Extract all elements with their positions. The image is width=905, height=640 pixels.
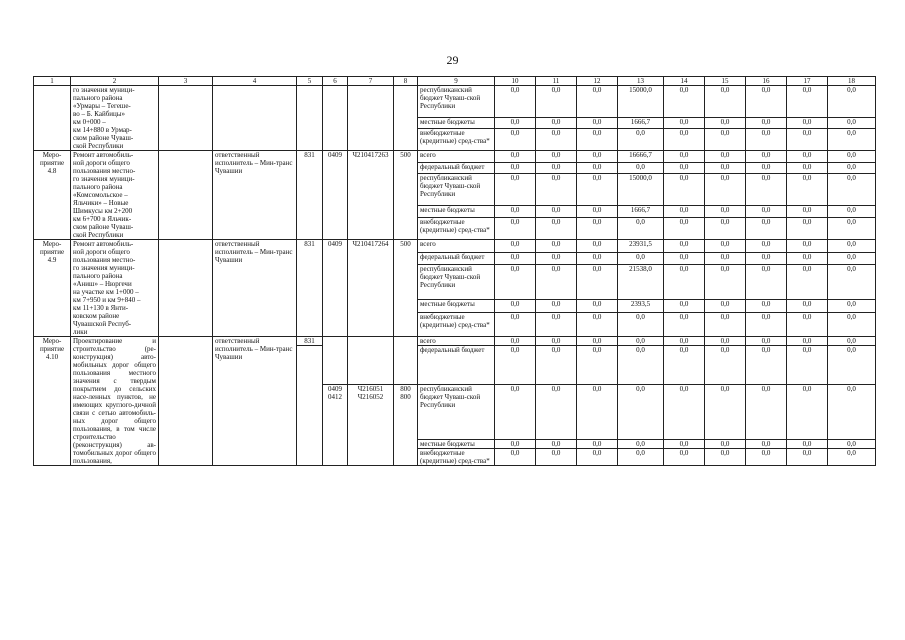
amount-cell: 0,0 — [746, 174, 787, 206]
amount-cell: 0,0 — [705, 440, 746, 449]
funding-source: местные бюджеты — [418, 300, 495, 313]
amount-cell: 0,0 — [495, 300, 536, 313]
amount-cell: 0,0 — [787, 337, 828, 346]
amount-cell: 0,0 — [495, 346, 536, 385]
funding-source: федеральный бюджет — [418, 162, 495, 174]
amount-cell: 0,0 — [787, 265, 828, 300]
amount-cell: 0,0 — [787, 117, 828, 128]
amount-cell: 0,0 — [787, 162, 828, 174]
rzpr-codes — [323, 385, 348, 466]
grbs-code — [297, 346, 323, 466]
amount-cell: 0,0 — [495, 86, 536, 118]
measure-cell: Меро- приятие 4.10 — [34, 337, 71, 466]
amount-cell: 0,0 — [787, 86, 828, 118]
amount-cell: 0,0 — [787, 449, 828, 466]
amount-cell: 0,0 — [787, 385, 828, 440]
amount-cell: 0,0 — [828, 265, 876, 300]
amount-cell: 0,0 — [536, 129, 577, 151]
amount-cell: 0,0 — [618, 129, 664, 151]
amount-cell: 0,0 — [577, 117, 618, 128]
table-row — [34, 151, 876, 163]
grbs-code: 831 — [297, 240, 323, 337]
amount-cell: 0,0 — [828, 252, 876, 265]
amount-cell: 0,0 — [536, 151, 577, 163]
amount-cell: 0,0 — [746, 449, 787, 466]
amount-cell: 0,0 — [828, 151, 876, 163]
amount-cell: 0,0 — [746, 218, 787, 240]
amount-cell: 0,0 — [577, 385, 618, 440]
col-number: 4 — [213, 77, 297, 86]
amount-cell: 0,0 — [577, 346, 618, 385]
amount-cell: 0,0 — [664, 218, 705, 240]
amount-cell: 0,0 — [705, 86, 746, 118]
csr-codes — [348, 385, 394, 466]
amount-cell: 0,0 — [577, 240, 618, 253]
amount-cell: 0,0 — [536, 252, 577, 265]
amount-cell: 0,0 — [618, 449, 664, 466]
amount-cell: 0,0 — [828, 117, 876, 128]
amount-cell: 0,0 — [495, 174, 536, 206]
funding-source: местные бюджеты — [418, 206, 495, 218]
funding-source: республиканский бюджет Чуваш-ской Республики — [418, 174, 495, 206]
csr-code-line: Ч216051 — [357, 385, 384, 393]
col-number: 12 — [577, 77, 618, 86]
amount-cell: 0,0 — [787, 174, 828, 206]
csr-code — [348, 86, 394, 151]
description-cell: Ремонт автомобиль- ной дороги общего пользования местно- го значения муници- пального района «Комсомольское – Яльчики» – Новые Шимкусы км 2+200 км 6+700 в Яльчик- ском районе Чуваш- ской Республики — [71, 151, 159, 240]
amount-cell: 0,0 — [787, 240, 828, 253]
col-number: 18 — [828, 77, 876, 86]
vr-code-line: 800 — [400, 393, 411, 401]
col-number: 11 — [536, 77, 577, 86]
rzpr-code — [323, 337, 348, 385]
amount-cell: 21538,0 — [618, 265, 664, 300]
amount-cell: 0,0 — [746, 385, 787, 440]
amount-cell: 0,0 — [536, 385, 577, 440]
amount-cell: 0,0 — [577, 162, 618, 174]
amount-cell: 0,0 — [495, 117, 536, 128]
amount-cell: 0,0 — [664, 300, 705, 313]
amount-cell: 0,0 — [577, 86, 618, 118]
vr-code — [394, 86, 418, 151]
col-number: 9 — [418, 77, 495, 86]
col-number: 2 — [71, 77, 159, 86]
amount-cell: 0,0 — [828, 86, 876, 118]
amount-cell: 0,0 — [536, 265, 577, 300]
funding-source: всего — [418, 151, 495, 163]
funding-source: местные бюджеты — [418, 440, 495, 449]
amount-cell: 0,0 — [705, 252, 746, 265]
amount-cell: 0,0 — [664, 86, 705, 118]
amount-cell: 0,0 — [705, 117, 746, 128]
amount-cell: 0,0 — [828, 449, 876, 466]
rzpr-code: 0409 — [323, 240, 348, 337]
amount-cell: 0,0 — [828, 440, 876, 449]
funding-source: внебюджетные (кредитные) сред-ства* — [418, 449, 495, 466]
amount-cell: 0,0 — [746, 240, 787, 253]
amount-cell: 0,0 — [577, 151, 618, 163]
amount-cell: 0,0 — [577, 300, 618, 313]
col-number: 1 — [34, 77, 71, 86]
col-number: 16 — [746, 77, 787, 86]
rzpr-code — [323, 86, 348, 151]
amount-cell: 0,0 — [664, 252, 705, 265]
amount-cell: 0,0 — [705, 385, 746, 440]
amount-cell: 15000,0 — [618, 174, 664, 206]
amount-cell: 0,0 — [828, 240, 876, 253]
amount-cell: 0,0 — [577, 449, 618, 466]
csr-code — [348, 337, 394, 385]
amount-cell: 0,0 — [618, 337, 664, 346]
amount-cell: 0,0 — [577, 252, 618, 265]
amount-cell: 0,0 — [495, 151, 536, 163]
amount-cell: 0,0 — [664, 129, 705, 151]
vr-code: 500 — [394, 240, 418, 337]
amount-cell: 0,0 — [536, 449, 577, 466]
amount-cell: 0,0 — [705, 300, 746, 313]
amount-cell: 0,0 — [577, 218, 618, 240]
measure-cell: Меро- приятие 4.9 — [34, 240, 71, 337]
amount-cell: 15000,0 — [618, 86, 664, 118]
funding-source: федеральный бюджет — [418, 346, 495, 385]
page-number: 29 — [446, 53, 459, 67]
funding-source: внебюджетные (кредитные) сред-ства* — [418, 129, 495, 151]
col-number: 17 — [787, 77, 828, 86]
vr-code — [394, 337, 418, 385]
amount-cell: 0,0 — [495, 129, 536, 151]
amount-cell: 0,0 — [495, 440, 536, 449]
col-number: 7 — [348, 77, 394, 86]
amount-cell: 0,0 — [536, 313, 577, 337]
executor-cell — [213, 86, 297, 151]
amount-cell: 0,0 — [536, 117, 577, 128]
amount-cell: 0,0 — [787, 346, 828, 385]
amount-cell: 0,0 — [828, 174, 876, 206]
amount-cell: 0,0 — [746, 346, 787, 385]
amount-cell: 0,0 — [664, 240, 705, 253]
amount-cell: 0,0 — [495, 265, 536, 300]
amount-cell: 0,0 — [618, 252, 664, 265]
amount-cell: 0,0 — [705, 240, 746, 253]
amount-cell: 0,0 — [787, 313, 828, 337]
executor-cell: ответственный исполнитель – Мин-транс Чувашии — [213, 240, 297, 337]
description-cell: го значения муници- пального района «Урмары – Тегеше- во – Б. Кайбицы» км 0+000 – км 14+880 в Урмар- ском районе Чуваш- ской Республики — [71, 86, 159, 151]
funding-source: местные бюджеты — [418, 117, 495, 128]
amount-cell: 0,0 — [705, 151, 746, 163]
grbs-code — [297, 86, 323, 151]
amount-cell: 0,0 — [495, 218, 536, 240]
amount-cell: 1666,7 — [618, 206, 664, 218]
amount-cell: 1666,7 — [618, 117, 664, 128]
grbs-code: 831 — [297, 151, 323, 240]
measure-cell — [34, 86, 71, 151]
amount-cell: 0,0 — [664, 346, 705, 385]
col-number: 3 — [159, 77, 213, 86]
table-body — [34, 77, 876, 466]
amount-cell: 0,0 — [664, 385, 705, 440]
amount-cell: 0,0 — [828, 300, 876, 313]
amount-cell: 0,0 — [536, 206, 577, 218]
amount-cell: 0,0 — [536, 218, 577, 240]
amount-cell: 0,0 — [705, 265, 746, 300]
amount-cell: 0,0 — [536, 240, 577, 253]
amount-cell: 0,0 — [577, 265, 618, 300]
amount-cell: 0,0 — [705, 129, 746, 151]
amount-cell: 0,0 — [495, 385, 536, 440]
amount-cell: 0,0 — [536, 300, 577, 313]
rzpr-code: 0409 — [323, 151, 348, 240]
rzpr-code-line: 0412 — [328, 393, 342, 401]
table-row — [34, 240, 876, 253]
amount-cell: 0,0 — [828, 206, 876, 218]
funding-source: федеральный бюджет — [418, 252, 495, 265]
amount-cell: 0,0 — [577, 337, 618, 346]
amount-cell: 0,0 — [746, 162, 787, 174]
amount-cell: 0,0 — [746, 300, 787, 313]
rzpr-code-line: 0409 — [328, 385, 342, 393]
amount-cell: 0,0 — [495, 206, 536, 218]
amount-cell: 0,0 — [746, 86, 787, 118]
amount-cell: 0,0 — [705, 206, 746, 218]
amount-cell: 23931,5 — [618, 240, 664, 253]
amount-cell: 0,0 — [618, 346, 664, 385]
amount-cell: 0,0 — [705, 313, 746, 337]
col-number: 8 — [394, 77, 418, 86]
column-number-row — [34, 77, 876, 86]
amount-cell: 0,0 — [746, 129, 787, 151]
amount-cell: 0,0 — [618, 440, 664, 449]
funding-source: республиканский бюджет Чуваш-ской Республики — [418, 86, 495, 118]
amount-cell: 0,0 — [746, 440, 787, 449]
vr-codes — [394, 385, 418, 466]
amount-cell: 0,0 — [577, 174, 618, 206]
executor-cell: ответственный исполнитель – Мин-транс Чувашии — [213, 151, 297, 240]
amount-cell: 0,0 — [577, 313, 618, 337]
amount-cell: 0,0 — [664, 265, 705, 300]
amount-cell: 0,0 — [828, 218, 876, 240]
amount-cell: 0,0 — [664, 337, 705, 346]
amount-cell: 0,0 — [577, 440, 618, 449]
empty-cell — [159, 337, 213, 466]
amount-cell: 0,0 — [664, 313, 705, 337]
amount-cell: 0,0 — [664, 151, 705, 163]
amount-cell: 0,0 — [787, 440, 828, 449]
funding-source: внебюджетные (кредитные) сред-ства* — [418, 218, 495, 240]
amount-cell: 0,0 — [787, 151, 828, 163]
amount-cell: 0,0 — [705, 346, 746, 385]
amount-cell: 0,0 — [828, 162, 876, 174]
amount-cell: 0,0 — [746, 206, 787, 218]
amount-cell: 16666,7 — [618, 151, 664, 163]
program-table — [33, 76, 876, 466]
amount-cell: 0,0 — [828, 385, 876, 440]
measure-cell: Меро- приятие 4.8 — [34, 151, 71, 240]
funding-source: всего — [418, 240, 495, 253]
amount-cell: 0,0 — [495, 449, 536, 466]
amount-cell: 0,0 — [664, 117, 705, 128]
csr-code: Ч210417263 — [348, 151, 394, 240]
amount-cell: 0,0 — [536, 174, 577, 206]
amount-cell: 0,0 — [705, 174, 746, 206]
vr-code-line: 800 — [400, 385, 411, 393]
col-number: 10 — [495, 77, 536, 86]
amount-cell: 0,0 — [787, 252, 828, 265]
amount-cell: 0,0 — [664, 162, 705, 174]
amount-cell: 0,0 — [664, 440, 705, 449]
amount-cell: 0,0 — [828, 129, 876, 151]
amount-cell: 0,0 — [618, 218, 664, 240]
amount-cell: 0,0 — [664, 174, 705, 206]
amount-cell: 0,0 — [495, 240, 536, 253]
amount-cell: 0,0 — [577, 206, 618, 218]
amount-cell: 0,0 — [787, 218, 828, 240]
amount-cell: 0,0 — [746, 252, 787, 265]
grbs-code: 831 — [297, 337, 323, 346]
table-row — [34, 337, 876, 346]
col-number: 5 — [297, 77, 323, 86]
amount-cell: 0,0 — [536, 162, 577, 174]
amount-cell: 0,0 — [536, 346, 577, 385]
amount-cell: 0,0 — [705, 162, 746, 174]
amount-cell: 0,0 — [828, 313, 876, 337]
vr-code: 500 — [394, 151, 418, 240]
col-number: 6 — [323, 77, 348, 86]
amount-cell: 0,0 — [787, 300, 828, 313]
amount-cell: 0,0 — [495, 162, 536, 174]
amount-cell: 0,0 — [746, 151, 787, 163]
amount-cell: 0,0 — [664, 206, 705, 218]
amount-cell: 0,0 — [746, 265, 787, 300]
amount-cell: 0,0 — [495, 337, 536, 346]
amount-cell: 0,0 — [618, 385, 664, 440]
description-cell: Ремонт автомобиль- ной дороги общего пользования местно- го значения муници- пального района «Аниш» – Нюргечи на участке км 1+000 – км 7+950 и км 9+840 – км 11+130 в Янти- ковском районе Чувашской Респуб- лики — [71, 240, 159, 337]
amount-cell: 0,0 — [577, 129, 618, 151]
col-number: 15 — [705, 77, 746, 86]
amount-cell: 0,0 — [536, 86, 577, 118]
amount-cell: 0,0 — [746, 313, 787, 337]
funding-source: республиканский бюджет Чуваш-ской Республики — [418, 385, 495, 440]
amount-cell: 0,0 — [536, 440, 577, 449]
table-row — [34, 86, 876, 118]
csr-code: Ч210417264 — [348, 240, 394, 337]
amount-cell: 0,0 — [495, 313, 536, 337]
funding-source: внебюджетные (кредитные) сред-ства* — [418, 313, 495, 337]
amount-cell: 0,0 — [664, 449, 705, 466]
amount-cell: 2393,5 — [618, 300, 664, 313]
empty-cell — [159, 151, 213, 240]
funding-source: всего — [418, 337, 495, 346]
description-cell: Проектирование и строительство (ре-конструкция) авто-мобильных дорог общего пользования местного значения с твердым покрытием до сельских насе-ленных пунктов, не имеющих круглого-дичной связи с сетью автомобиль-ных дорог общего пользования, в том числе строительство (реконструкция) ав-томобильных дорог общего пользования, — [71, 337, 159, 466]
csr-code-line: Ч216052 — [357, 393, 384, 401]
amount-cell: 0,0 — [705, 449, 746, 466]
empty-cell — [159, 86, 213, 151]
amount-cell: 0,0 — [787, 129, 828, 151]
amount-cell: 0,0 — [536, 337, 577, 346]
funding-source: республиканский бюджет Чуваш-ской Республики — [418, 265, 495, 300]
col-number: 14 — [664, 77, 705, 86]
amount-cell: 0,0 — [618, 162, 664, 174]
amount-cell: 0,0 — [787, 206, 828, 218]
amount-cell: 0,0 — [828, 337, 876, 346]
amount-cell: 0,0 — [495, 252, 536, 265]
amount-cell: 0,0 — [618, 313, 664, 337]
empty-cell — [159, 240, 213, 337]
amount-cell: 0,0 — [705, 218, 746, 240]
amount-cell: 0,0 — [746, 117, 787, 128]
executor-cell: ответственный исполнитель – Мин-транс Чувашии — [213, 337, 297, 466]
amount-cell: 0,0 — [746, 337, 787, 346]
amount-cell: 0,0 — [828, 346, 876, 385]
amount-cell: 0,0 — [705, 337, 746, 346]
col-number: 13 — [618, 77, 664, 86]
